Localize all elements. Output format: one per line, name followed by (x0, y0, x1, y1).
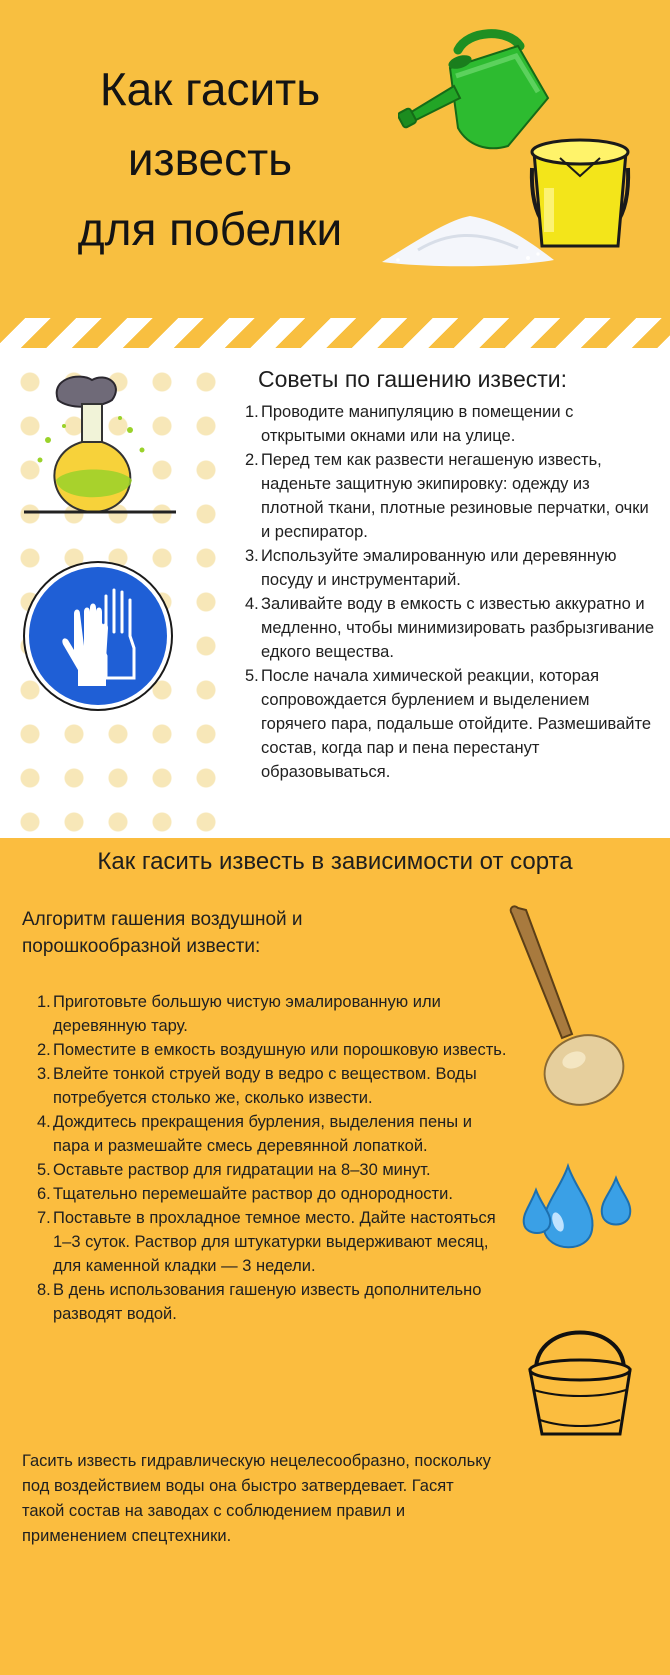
tips-item: 2. Перед тем как развести негашеную известь, наденьте защитную экипировку: одежду из плотной ткани, плотные резиновые перчатки, очки и респиратор. (245, 451, 649, 541)
tips-item: 3. Используйте эмалированную или деревянную посуду и инструментарий. (245, 547, 617, 589)
grade-section-title: Как гасить известь в зависимости от сорта (97, 848, 573, 875)
metal-bucket-icon (520, 1310, 650, 1440)
tips-item: 4. Заливайте воду в емкость с известью аккуратно и медленно, чтобы минимизировать разбрызгивание едкого вещества. (245, 595, 655, 661)
powder-pile-icon (378, 210, 558, 270)
title-line-2: известь (127, 133, 293, 185)
tips-title: Советы по гашению извести: (258, 366, 568, 392)
wooden-spoon-icon (500, 900, 630, 1120)
tips-list (245, 400, 655, 784)
algorithm-item: 4. Дождитесь прекращения бурления, выделения пены и пара и размешайте смесь деревянной лопаткой. (37, 1113, 472, 1155)
tips-item: 1. Проводите манипуляцию в помещении с открытыми окнами или на улице. (245, 403, 574, 445)
algorithm-title: Алгоритм гашения воздушной и порошкообразной извести: (22, 909, 303, 957)
algorithm-item: 8. В день использования гашеную известь дополнительно разводят водой. (37, 1281, 482, 1323)
hydraulic-note: Гасить известь гидравлическую нецелесообразно, поскольку под воздействием воды она быстро затвердевает. Гасят такой состав на заводах с соблюдением правил и применением спецтехники. (22, 1452, 491, 1545)
title-line-3: для побелки (77, 203, 343, 255)
algorithm-list (37, 990, 507, 1326)
algorithm-item: 3. Влейте тонкой струей воду в ведро с веществом. Воды потребуется столько же, сколько извести. (37, 1065, 477, 1107)
tips-item: 5. После начала химической реакции, которая сопровождается бурлением и выделением горячего пара, подальше отойдите. Размешивайте состав, когда пар и пена перестанут образовываться. (245, 667, 652, 781)
algorithm-item: 2. Поместите в емкость воздушную или порошковую известь. (37, 1041, 507, 1059)
hazard-stripe-divider (0, 318, 670, 348)
title-line-1: Как гасить (99, 63, 321, 115)
algorithm-item: 5. Оставьте раствор для гидратации на 8–30 минут. (37, 1161, 431, 1179)
algorithm-item: 7. Поставьте в прохладное темное место. Дайте настояться 1–3 суток. Раствор для штукатурки выдерживают месяц, для каменной кладки — 3 недели. (37, 1209, 496, 1275)
header (0, 0, 670, 318)
algorithm-item: 6. Тщательно перемешайте раствор до однородности. (37, 1185, 453, 1203)
water-drops-icon (520, 1160, 640, 1260)
flask-icon (20, 370, 180, 520)
gloves-sign-icon (22, 560, 174, 712)
page-title (40, 54, 380, 264)
algorithm-item: 1. Приготовьте большую чистую эмалированную или деревянную тару. (37, 993, 441, 1035)
